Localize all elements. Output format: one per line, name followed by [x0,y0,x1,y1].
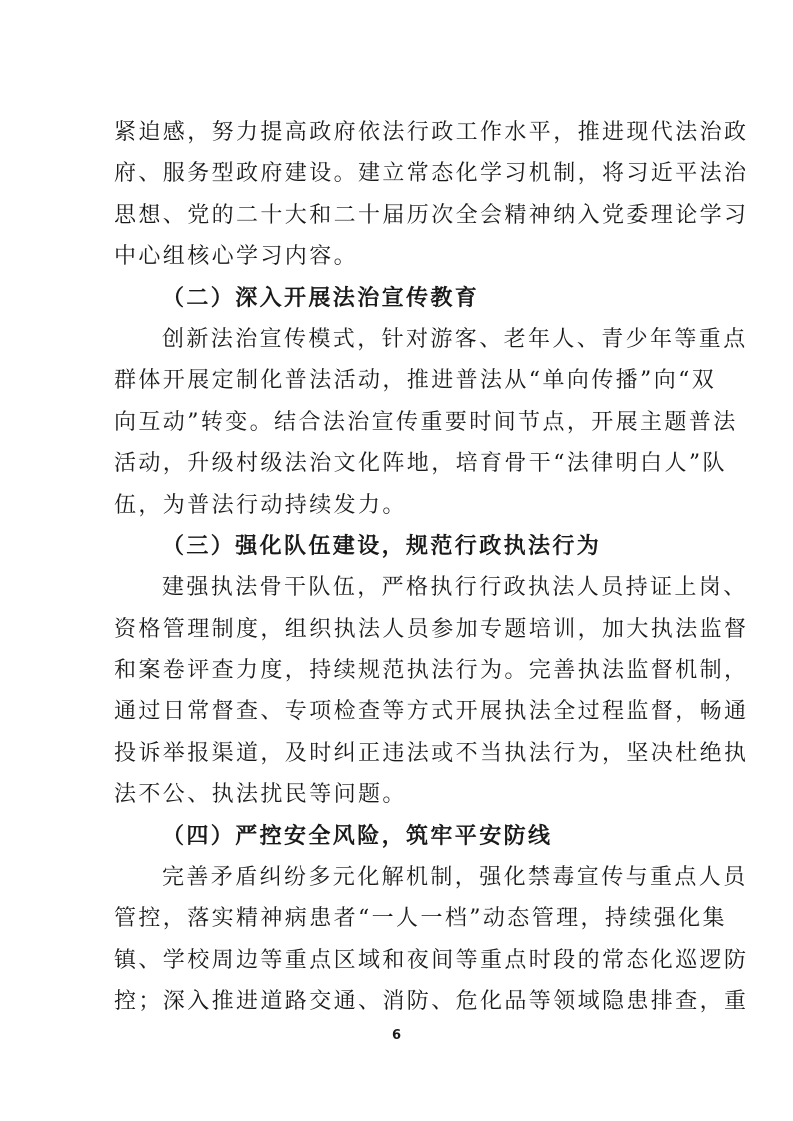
paragraph-line: 管控，落实精神病患者“一人一档”动态管理，持续强化集 [114,906,727,932]
paragraph-line: 活动，升级村级法治文化阵地，培育骨干“法律明白人”队 [114,451,727,477]
paragraph-line: 建强执法骨干队伍，严格执行行政执法人员持证上岗、 [162,575,748,601]
paragraph-line: 创新法治宣传模式，针对游客、老年人、青少年等重点 [162,326,748,352]
paragraph-line: 府、服务型政府建设。建立常态化学习机制，将习近平法治 [114,161,749,187]
paragraph-line: 投诉举报渠道，及时纠正违法或不当执法行为，坚决杜绝执 [114,740,749,766]
page-number: 6 [391,1028,402,1043]
paragraph-line: 通过日常督查、专项检查等方式开展执法全过程监督，畅通 [114,699,749,725]
paragraph-line: 资格管理制度，组织执法人员参加专题培训，加大执法监督 [114,616,749,642]
document-body [114,112,749,1023]
paragraph-line: 控；深入推进道路交通、消防、危化品等领域隐患排查，重 [114,989,749,1015]
paragraph-line: 伍，为普法行动持续发力。 [114,492,407,518]
paragraph-line: 和案卷评查力度，持续规范执法行为。完善执法监督机制， [114,658,749,684]
paragraph-line: 思想、党的二十大和二十届历次全会精神纳入党委理论学习 [114,202,749,228]
paragraph-line: 镇、学校周边等重点区域和夜间等重点时段的常态化巡逻防 [114,947,749,973]
paragraph-line: 紧迫感，努力提高政府依法行政工作水平，推进现代法治政 [114,120,749,145]
paragraph-line: 向互动”转变。结合法治宣传重要时间节点，开展主题普法 [114,409,738,435]
section-heading-4: （四）严控安全风险，筑牢平安防线 [162,822,553,849]
section-heading-2: （二）深入开展法治宣传教育 [162,284,480,311]
paragraph-line: 完善矛盾纠纷多元化解机制，强化禁毒宣传与重点人员 [162,865,748,891]
section-heading-3: （三）强化队伍建设，规范行政执法行为 [162,532,602,559]
paragraph-line: 法不公、执法扰民等问题。 [114,782,407,808]
paragraph-line: 中心组核心学习内容。 [114,244,359,270]
paragraph-line: 群体开展定制化普法活动，推进普法从“单向传播”向“双 [114,368,717,394]
